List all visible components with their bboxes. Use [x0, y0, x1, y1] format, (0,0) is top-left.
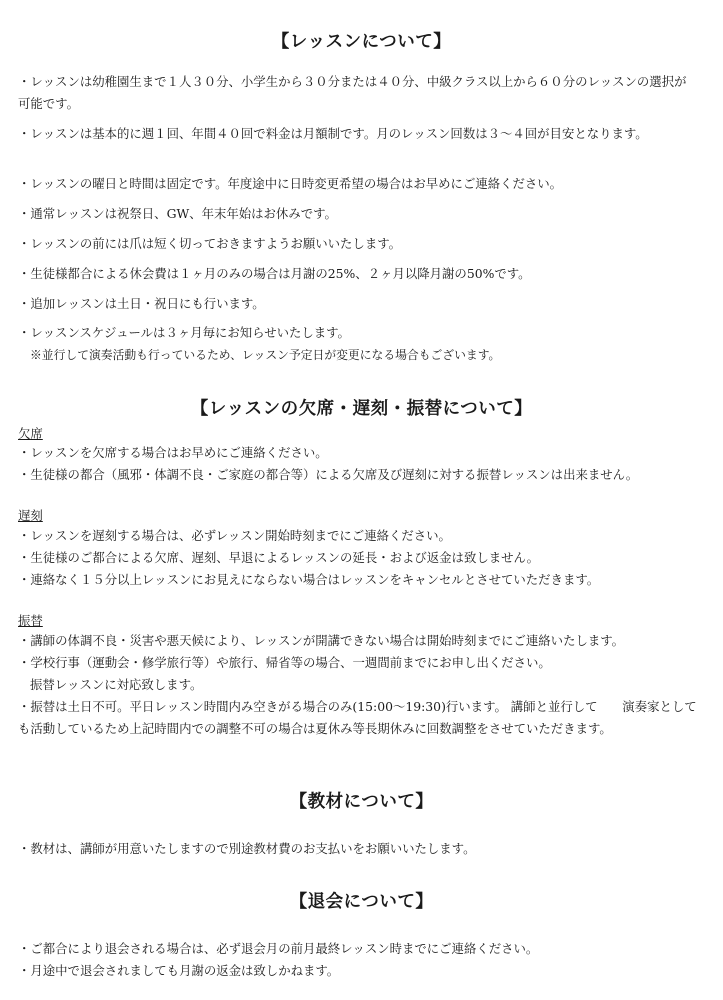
lesson-item-6: ・生徒様都合による休会費は１ヶ月のみの場合は月謝の25%、２ヶ月以降月謝の50%です。: [18, 266, 531, 281]
withdrawal-heading: 【退会について】: [289, 892, 434, 912]
absent-item-2: ・生徒様の都合（風邪・体調不良・ご家庭の都合等）による欠席及び遅刻に対する振替レッスンは出来ません。: [18, 467, 639, 482]
withdrawal-item-1: ・ご都合により退会される場合は、必ず退会月の前月最終レッスン時までにご連絡ください。: [18, 941, 539, 956]
lesson-note: ※並行して演奏活動も行っているため、レッスン予定日が変更になる場合もございます。: [30, 348, 501, 362]
lesson-item-3: ・レッスンの曜日と時間は固定です。年度途中に日時変更希望の場合はお早めにご連絡ください。: [18, 176, 563, 191]
absent-item-1: ・レッスンを欠席する場合はお早めにご連絡ください。: [18, 445, 328, 460]
lesson-heading: 【レッスンについて】: [271, 32, 452, 52]
lesson-item-4: ・通常レッスンは祝祭日、GW、年末年始はお休みです。: [18, 206, 337, 221]
lesson-item-5: ・レッスンの前には爪は短く切っておきますようお願いいたします。: [18, 236, 401, 251]
lesson-item-8: ・レッスンスケジュールは３ヶ月毎にお知らせいたします。: [18, 325, 350, 340]
transfer-subheading: 振替: [18, 613, 43, 628]
transfer-item-1: ・講師の体調不良・災害や悪天候により、レッスンが開講できない場合は開始時刻までにご連絡いたします。: [18, 633, 625, 648]
transfer-item-2-cont: 振替レッスンに対応致します。: [30, 677, 203, 692]
absent-subheading: 欠席: [18, 426, 43, 441]
lesson-item-7: ・追加レッスンは土日・祝日にも行います。: [18, 296, 265, 311]
materials-item-1: ・教材は、講師が用意いたしますので別途教材費のお支払いをお願いいたします。: [18, 841, 476, 856]
late-item-2: ・生徒様のご都合による欠席、遅刻、早退によるレッスンの延長・および返金は致しません。: [18, 550, 540, 565]
late-item-3: ・連絡なく１５分以上レッスンにお見えにならない場合はレッスンをキャンセルとさせていただきます。: [18, 572, 600, 587]
transfer-item-2: ・学校行事（運動会・修学旅行等）や旅行、帰省等の場合、一週間前までにお申し出ください。: [18, 655, 551, 670]
materials-heading: 【教材について】: [289, 792, 434, 812]
transfer-item-3: ・振替は土日不可。平日レッスン時間内み空きがる場合のみ(15:00〜19:30)行います。 講師と並行して 演奏家としても活動しているため上記時間内での調整不可の場合は夏休み等長期休みに回数調整をさせていただきます。: [18, 699, 697, 736]
withdrawal-item-2: ・月途中で退会されましても月謝の返金は致しかねます。: [18, 963, 340, 978]
lesson-item-1: ・レッスンは幼稚園生まで１人３０分、小学生から３０分または４０分、中級クラス以上から６０分のレッスンの選択が可能です。: [18, 74, 687, 111]
absence-heading: 【レッスンの欠席・遅刻・振替について】: [190, 399, 533, 419]
late-subheading: 遅刻: [18, 508, 43, 523]
lesson-item-2: ・レッスンは基本的に週１回、年間４０回で料金は月額制です。月のレッスン回数は３〜４回が目安となります。: [18, 126, 648, 141]
late-item-1: ・レッスンを遅刻する場合は、必ずレッスン開始時刻までにご連絡ください。: [18, 528, 451, 543]
